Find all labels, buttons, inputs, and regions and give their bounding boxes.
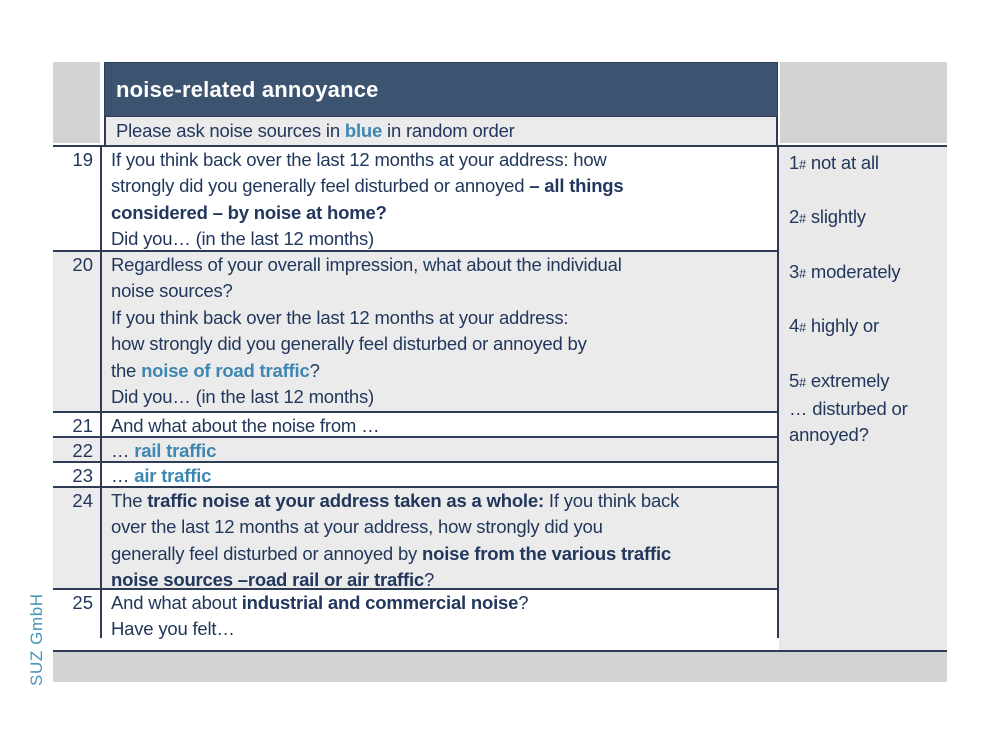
question-text — [102, 488, 779, 591]
instruction-row — [104, 117, 778, 145]
scale-hash-symbol: # — [799, 212, 806, 227]
question-text-segment: generally feel disturbed or annoyed by — [111, 542, 423, 564]
scale-label: highly or — [810, 315, 879, 337]
question-row — [53, 461, 779, 486]
brand-vertical-text: SUZ GmbH — [27, 593, 46, 686]
scale-label: slightly — [810, 206, 866, 228]
question-number: 20 — [53, 252, 102, 411]
scale-number: 3 — [789, 260, 800, 282]
scale-item — [789, 259, 947, 287]
question-text-bold: noise from the various traffic — [422, 542, 671, 564]
question-text-segment: … — [111, 465, 135, 486]
question-text — [102, 413, 779, 436]
scale-hash-symbol: # — [799, 266, 806, 281]
question-row — [53, 436, 779, 461]
question-text-segment: over the last 12 months at your address, how strongly did you — [111, 516, 603, 538]
scale-label: moderately — [810, 260, 901, 282]
scale-hash-symbol: # — [799, 158, 806, 172]
question-text-segment: how strongly did you generally feel disturbed or annoyed by — [111, 333, 587, 355]
question-text-bold: noise sources –road rail or air traffic — [111, 569, 424, 591]
question-row — [53, 147, 779, 250]
question-text-bold: traffic noise at your address taken as a whole: — [147, 490, 544, 511]
question-text-segment: Did you… (in the last 12 months) — [111, 386, 374, 408]
question-text-segment: If you think back over the last 12 months at your address: how — [111, 149, 607, 170]
scale-continuation: annoyed? — [789, 424, 869, 446]
question-row — [53, 250, 779, 411]
question-text-bold: – all things — [529, 175, 624, 197]
scale-number: 1 — [789, 152, 800, 173]
noise-source-highlight: noise of road traffic — [141, 359, 310, 381]
scale-item — [789, 368, 947, 396]
scale-continuation: … disturbed or — [789, 398, 908, 420]
question-text-segment: Did you… (in the last 12 months) — [111, 228, 374, 250]
question-text-segment: The — [111, 490, 148, 511]
instruction-highlight: blue — [344, 120, 383, 141]
instruction-text-pre: Please ask noise sources in — [116, 120, 345, 141]
question-text — [102, 252, 779, 411]
corner-cell-right — [780, 62, 947, 143]
questionnaire-table — [53, 62, 947, 682]
question-row — [53, 411, 779, 436]
question-text-segment: And what about — [111, 592, 242, 613]
question-text-segment: noise sources? — [111, 280, 233, 302]
section-title: noise-related annoyance — [116, 76, 379, 102]
answer-scale-column — [779, 147, 947, 650]
noise-source-highlight: air traffic — [134, 465, 212, 486]
question-text — [102, 147, 779, 250]
scale-label: not at all — [810, 152, 879, 173]
scale-label: extremely — [810, 369, 890, 391]
scale-number: 2 — [789, 206, 800, 228]
question-number: 23 — [53, 463, 102, 486]
question-text — [102, 463, 779, 486]
scale-hash-symbol: # — [799, 375, 806, 390]
question-text-segment: ? — [309, 359, 320, 381]
question-text-segment: Regardless of your overall impression, what about the individual — [111, 254, 622, 275]
scale-hash-symbol: # — [799, 321, 806, 336]
scale-number: 5 — [789, 369, 800, 391]
question-text-segment: strongly did you generally feel disturbed or annoyed — [111, 175, 530, 197]
question-number: 25 — [53, 590, 102, 638]
question-text-bold: industrial and commercial noise — [241, 592, 519, 613]
corner-cell-left — [53, 62, 100, 143]
scale-item — [789, 150, 947, 178]
question-number: 21 — [53, 413, 102, 436]
section-header — [104, 62, 778, 117]
question-text-segment: If you think back over the last 12 months at your address: — [111, 306, 569, 328]
question-text-segment: Have you felt… — [111, 618, 235, 640]
question-text-segment: ? — [424, 569, 435, 591]
noise-source-highlight: rail traffic — [134, 440, 217, 461]
question-text-bold: considered – by noise at home? — [111, 201, 387, 223]
instruction-text-post: in random order — [382, 120, 515, 141]
question-text-segment: And what about the noise from … — [111, 415, 380, 436]
question-text-segment: the — [111, 359, 142, 381]
question-row — [53, 486, 779, 591]
question-number: 22 — [53, 438, 102, 461]
question-text — [102, 590, 779, 638]
scale-item — [789, 204, 947, 232]
question-row — [53, 588, 779, 638]
question-number: 19 — [53, 147, 102, 250]
footer-strip — [53, 652, 947, 682]
scale-item — [789, 313, 947, 341]
question-text — [102, 438, 779, 461]
question-rows — [53, 147, 779, 638]
question-text-segment: … — [111, 440, 135, 461]
question-number: 24 — [53, 488, 102, 588]
question-text-segment: If you think back — [543, 490, 680, 511]
scale-number: 4 — [789, 315, 800, 337]
question-text-segment: ? — [518, 592, 529, 613]
